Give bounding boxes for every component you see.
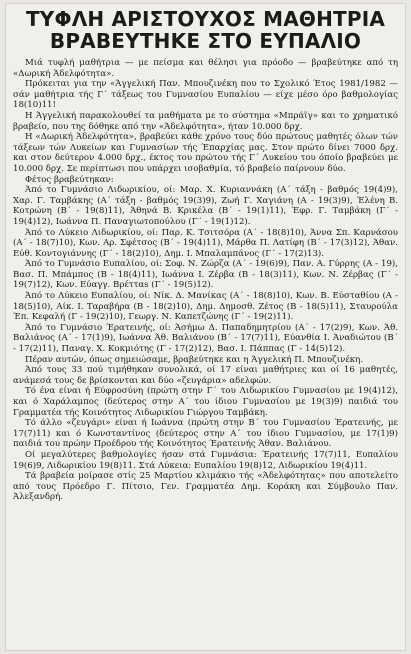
headline xyxy=(12,8,399,52)
paragraph-4: Η «Δωρική Άδελφότητα», βραβεύει κάθε χρόνο τους δύο πρώτους μαθητές όλων τών τάξεων τών Λυκείων και Γυμνασίων τής Έπαρχίας μας. Στον πρώτο δίνει 7000 δρχ. και στον δεύτερον 4.000 δρχ., έκτος του πρώτου τής Γ΄ Λυκείου του όποίο βραβεύει με 10.000 δρχ. Σε περίπτωσι που υπάρχει ισοβαθμία, τό βραβείο παίρνουν δύο. xyxy=(13,132,398,174)
paragraph-1: Μιά τυφλή μαθήτρια — με πείσμα και θέλησι για πρόοδο — βραβεύτηκε από τη «Δωρική Άδελφότητα». xyxy=(13,58,398,79)
paragraph-2: Πρόκειται για την «Άγγελική Παν. Μπουζινέκη που το Σχολικό Έτος 1981/1982 — σάν μαθήτρια τής Γ΄ τάξεως του Γυμνασίου Ευπαλίου — είχε μέσο όρο βαθμολογίας 18(10)11! xyxy=(13,79,398,111)
paragraph-8: Άπό το Γυμνάσιο Ευπαλίου, οί: Σοφ. Ν. Ζώρζα (Α΄ - 19(6)9), Παν. Α. Γύρρης (Α - 19), Βασ. Π. Μπάμπος (Β - 18(4)11), Ιωάννα Ι. Ζέρβα (Β - 18(3)11), Κων. Ν. Ζέρβας (Γ΄ - 19(7)12), Κων. Εύαγγ. Βρέτταs (Γ΄ - 19(5)12). xyxy=(13,259,398,291)
paragraph-10: Άπό το Γυμνάσιο Έρατεινής, οί: Άσήμω Δ. Παπαδημητρίου (Α΄ - 17(2)9), Κων. Άθ. Βαλιάνος (Α΄ - 17(1)9), Ιωάννα Άθ. Βαλιάνου (Β΄ - 17(7)11), Εύανθία Ι. Άναδιώτου (Β΄ - 17(2)11), Παναγ. Χ. Κοκμιότης (Γ - 17(2)12), Βασ. Ι. Πάππας (Γ - 14(5)12). xyxy=(13,322,398,355)
paragraph-13: Τό ένα είναι ή Εύφροσύνη (πρώτη στην Γ΄ του Λιδωρικίου Γυμνασίου με 19(4)12), και ό Χαράλαμπος (δεύτερος στην Α΄ του ίδιου Γυμνασίου με 19(3)9) παιδιά του Γραμματέα τής Κοινότητος Λιδωρικίου Γιώργου Ταμβάκη. xyxy=(13,386,398,418)
article-body xyxy=(13,58,398,503)
paragraph-15: Οί μεγαλύτερες βαθμολογίες ήσαν στά Γυμνάσια: Έρατεινής 17(7)11, Ευπαλίου 19(6)9, Λιδωρικίου 19(8)11. Στά Λύκεια: Ευπαλίου 19(8)12, Λιδωρικίου 19(4)11. xyxy=(13,449,398,471)
paragraph-11: Πέραν αυτών, όπως σημειώσαμε, βραβεύτηκε και η Άγγελική Π. Μπουζινέκη. xyxy=(25,354,364,365)
paragraph-12: Άπό τους 33 πού τιμήθηκαν συνολικά, οί 17 είναι μαθήτριες και οί 16 μαθητές, ανάμεσά τους δε βρίσκονται και δύο «ζευγάρια» αδελφών. xyxy=(13,365,398,386)
paragraph-9: Άπό το Λύκειο Ευπαλίου, οί: Νίκ. Δ. Μανίκας (Α΄ - 18(8)10), Κων. Β. Εύσταθίου (Α - 18(5)10), Αίκ. Ι. Ταραβήρα (Β - 18(2)10), Δημ. Δημοσθ. Ζέτος (Β - 18(5)11), Σταυρούλα Έπ. Κεφαλή (Γ - 19(2)10), Γεωργ. Ν. Καπετζώνης (Γ΄ - 19(2)11). xyxy=(13,291,398,323)
paragraph-14: Τό άλλο «ζευγάρι» είναι ή Ιωάννα (πρώτη στην Β΄ του Γυμνασίου Έρατεινής, με 17(7)11) και ό Κωνσταντίνος (δεύτερος στην Α΄ του ίδιου Γυμνασίου, με 17(1)9) παιδιά του πρώην Προέδρου τής Κοινότητος Έρατεινής Άθαν. Βαλιάνου. xyxy=(13,418,398,450)
headline-line-2: ΒΡΑΒΕΥΤΗΚΕ ΣΤΟ ΕΥΠΑΛΙΟ xyxy=(49,29,362,53)
newspaper-clipping xyxy=(6,4,405,650)
paragraph-6: Άπό το Γυμνάσιο Λιδωρικίου, οί: Μαρ. Χ. Κυριαννάκη (Α΄ τάξη - βαθμός 19(4)9), Χαρ. Γ. Ταμβάκης (Α΄ τάξη - βαθμός 19(3)9), Ζωή Γ. Χαγιάνη (Α - 19(3)9), Έλένη Β. Κοτρώνη (Β΄ - 19(8)11), Άθηνά Β. Κρικέλα (Β΄ - 19(1)11), Έφρ. Γ. Ταμβάκη (Γ΄ - 19(4)12), Ιωάννα Π. Παναγιωτοπούλου (Γ΄ - 19(1)12). xyxy=(13,185,398,227)
paragraph-7: Άπό το Λύκειο Λιδωρικίου, οί: Παρ. Κ. Τσιτσόρα (Α΄ - 18(8)10), Άννα Σπ. Καρνάσου (Α΄ - 18(7)10), Κων. Αρ. Σφέτσος (Β΄ - 19(4)11), Μάρθα Π. Λατίφη (Β΄ - 17(3)12), Άθαν. Εύθ. Κοντογιάννης (Γ΄ - 18(2)10), Δημ. Ι. Μπαλαμπάνος (Γ΄ - 17(2)13). xyxy=(13,227,398,259)
paragraph-5: Φέτος βραβεύτηκαν: xyxy=(25,174,114,185)
paragraph-3: Η Άγγελική παρακολουθεί τα μαθήματα με το σύστημα «Μπράϊγ» και το χρηματικό βραβείο, που της δόθηκε από την «Άδελφότητα», ήταν 10.000 δρχ. xyxy=(13,110,398,132)
headline-line-1: ΤΥΦΛΗ ΑΡΙΣΤΟΥΧΟΣ ΜΑΘΗΤΡΙΑ xyxy=(25,7,386,31)
paragraph-16: Τά βραβεία μοίρασε στίς 25 Μαρτίου κλιμάκιο τής «Άδελφότητας» που αποτελείτο από τους Πρόεδρο Γ. Πίτσιο, Γεν. Γραμματέα Δημ. Κοράκη και Σύμβουλο Παν. Άλεξανδρή. xyxy=(13,471,398,503)
